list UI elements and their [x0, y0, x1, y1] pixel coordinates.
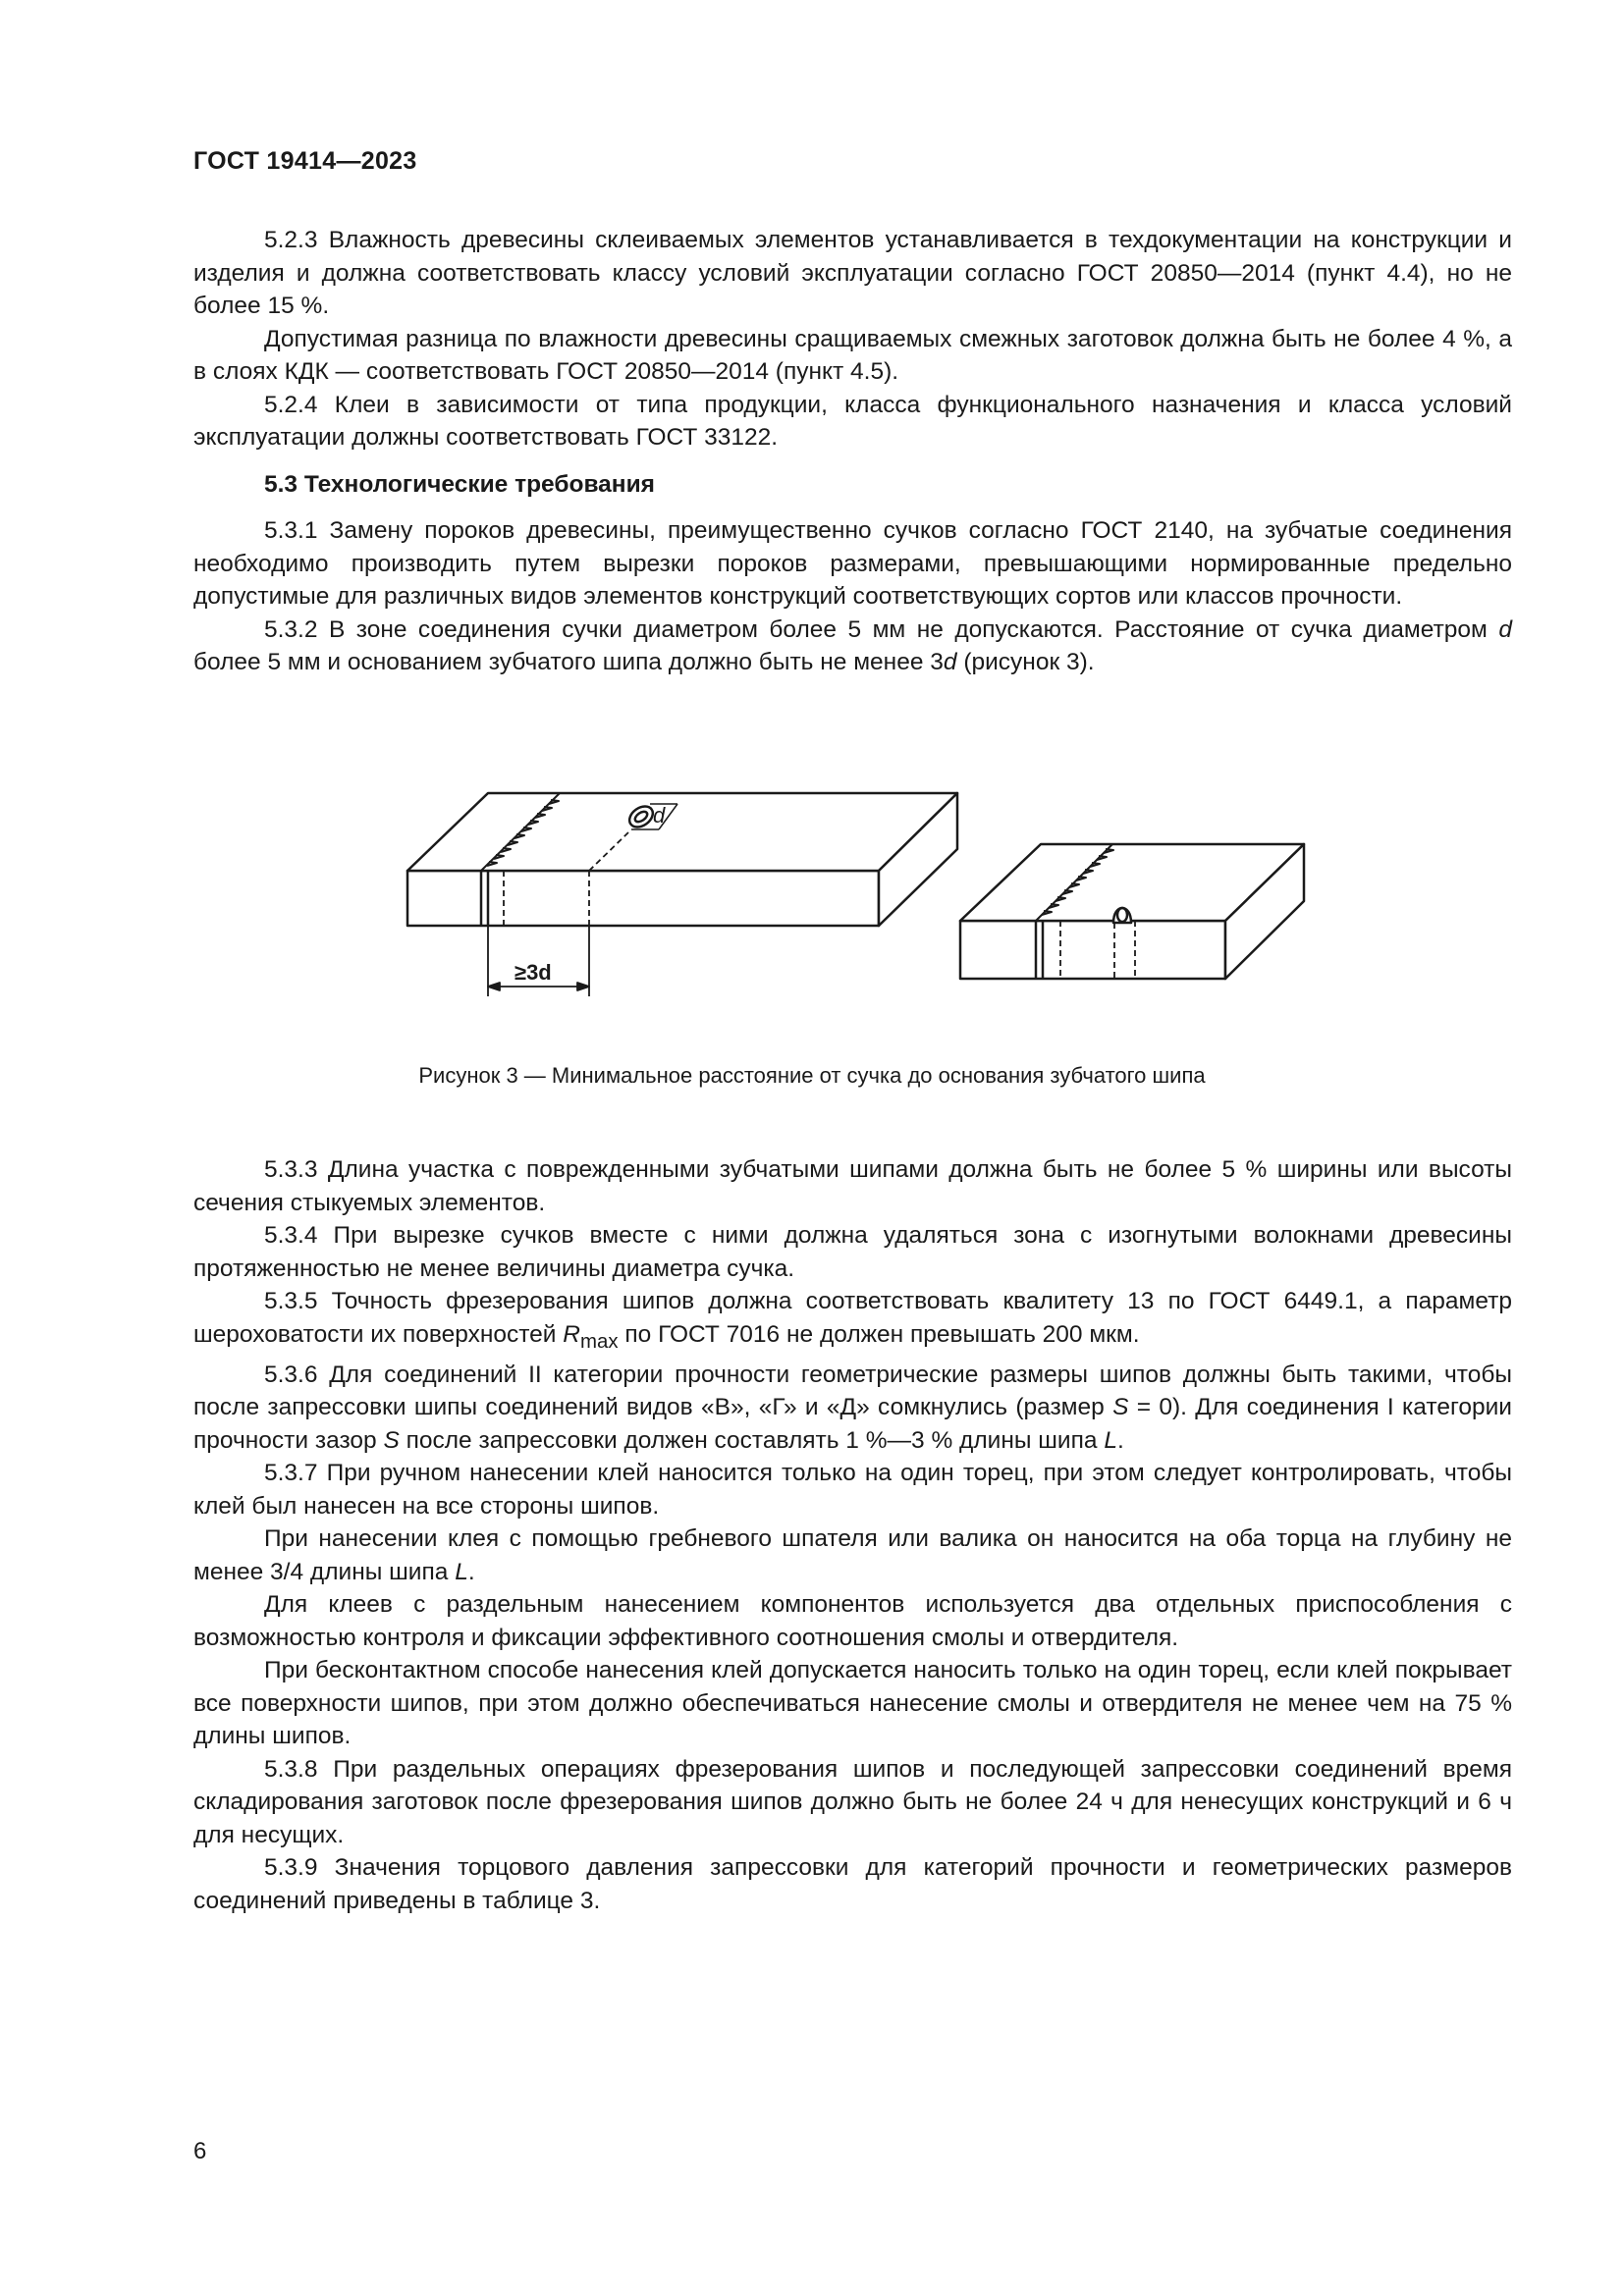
dimension-d-label: d [653, 803, 666, 828]
paragraph-moisture-difference: Допустимая разница по влажности древесины сращиваемых смежных заготовок должна быть не более 4 %, а в слоях КДК — соответствовать ГОСТ 20850—2014 (пункт 4.5). [193, 325, 1512, 385]
document-header: ГОСТ 19414—2023 [193, 147, 417, 175]
figure-3-caption: Рисунок 3 — Минимальное расстояние от сучка до основания зубчатого шипа [418, 1063, 1206, 1088]
right-wood-block [960, 844, 1304, 979]
text-block-lower [193, 1153, 1512, 1917]
dimension-3d-label: ≥3d [514, 960, 552, 985]
paragraph-5-3-1: 5.3.1 Замену пороков древесины, преимущественно сучков согласно ГОСТ 2140, на зубчатые соединения необходимо производить путем вырезки пороков размерами, превышающими нормированные предельно допустимые для различных видов элементов конструкций соответствующих сортов или классов прочности. [193, 517, 1512, 610]
paragraph-5-3-4: 5.3.4 При вырезке сучков вместе с ними должна удаляться зона с изогнутыми волокнами древесины протяженностью не менее величины диаметра сучка. [193, 1222, 1512, 1282]
text-block-upper [193, 224, 1512, 679]
paragraph-5-3-9: 5.3.9 Значения торцового давления запрессовки для категорий прочности и геометрических размеров соединений приведены в таблице 3. [193, 1854, 1512, 1914]
paragraph-5-2-3: 5.2.3 Влажность древесины склеиваемых элементов устанавливается в техдокументации на конструкции и изделия и должна соответствовать классу условий эксплуатации согласно ГОСТ 20850—2014 (пункт 4.4), но не более 15 %. [193, 227, 1512, 319]
paragraph-contactless: При бесконтактном способе нанесения клей допускается наносить только на один торец, если клей покрывает все поверхности шипов, при этом должно обеспечиваться нанесение смолы и отвердителя не менее чем на 75 % длины шипов. [193, 1657, 1512, 1750]
left-wood-block [407, 793, 957, 996]
paragraph-separate-application: Для клеев с раздельным нанесением компонентов используется два отдельных приспособления с возможностью контроля и фиксации эффективного соотношения смолы и отвердителя. [193, 1591, 1512, 1651]
section-heading-5-3: 5.3 Технологические требования [264, 470, 655, 498]
paragraph-5-3-7: 5.3.7 При ручном нанесении клей наносится только на один торец, при этом следует контролировать, чтобы клей был нанесен на все стороны шипов. [193, 1460, 1512, 1520]
paragraph-5-3-5: 5.3.5 Точность фрезерования шипов должна соответствовать квалитету 13 по ГОСТ 6449.1, а параметр шероховатости их поверхностей $R_{max}$ по ГОСТ 7016 не должен превышать 200 мкм. [193, 1288, 1512, 1353]
page-number: 6 [193, 2138, 207, 2164]
paragraph-5-3-3: 5.3.3 Длина участка с поврежденными зубчатыми шипами должна быть не более 5 % ширины или высоты сечения стыкуемых элементов. [193, 1156, 1512, 1216]
paragraph-5-3-2: 5.3.2 В зоне соединения сучки диаметром более 5 мм не допускаются. Расстояние от сучка диаметром d более 5 мм и основанием зубчатого шипа должно быть не менее 3d (рисунок 3). [193, 615, 1512, 675]
paragraph-5-3-6: 5.3.6 Для соединений II категории прочности геометрические размеры шипов должны быть такими, чтобы после запрессовки шипы соединений видов «В», «Г» и «Д» сомкнулись (размер S = 0). Для соединения I категории прочности зазор S после запрессовки должен составлять 1 %—3 % длины шипа L. [193, 1361, 1512, 1454]
figure-3-diagram [393, 775, 1316, 1011]
paragraph-5-2-4: 5.2.4 Клеи в зависимости от типа продукции, класса функционального назначения и класса условий эксплуатации должны соответствовать ГОСТ 33122. [193, 391, 1512, 451]
paragraph-5-3-8: 5.3.8 При раздельных операциях фрезерования шипов и последующей запрессовки соединений время складирования заготовок после фрезерования шипов должно быть не более 24 ч для ненесущих конструкций и 6 ч для несущих. [193, 1755, 1512, 1848]
paragraph-comb-spatula: При нанесении клея с помощью гребневого шпателя или валика он наносится на оба торца на глубину не менее 3/4 длины шипа L. [193, 1525, 1512, 1585]
